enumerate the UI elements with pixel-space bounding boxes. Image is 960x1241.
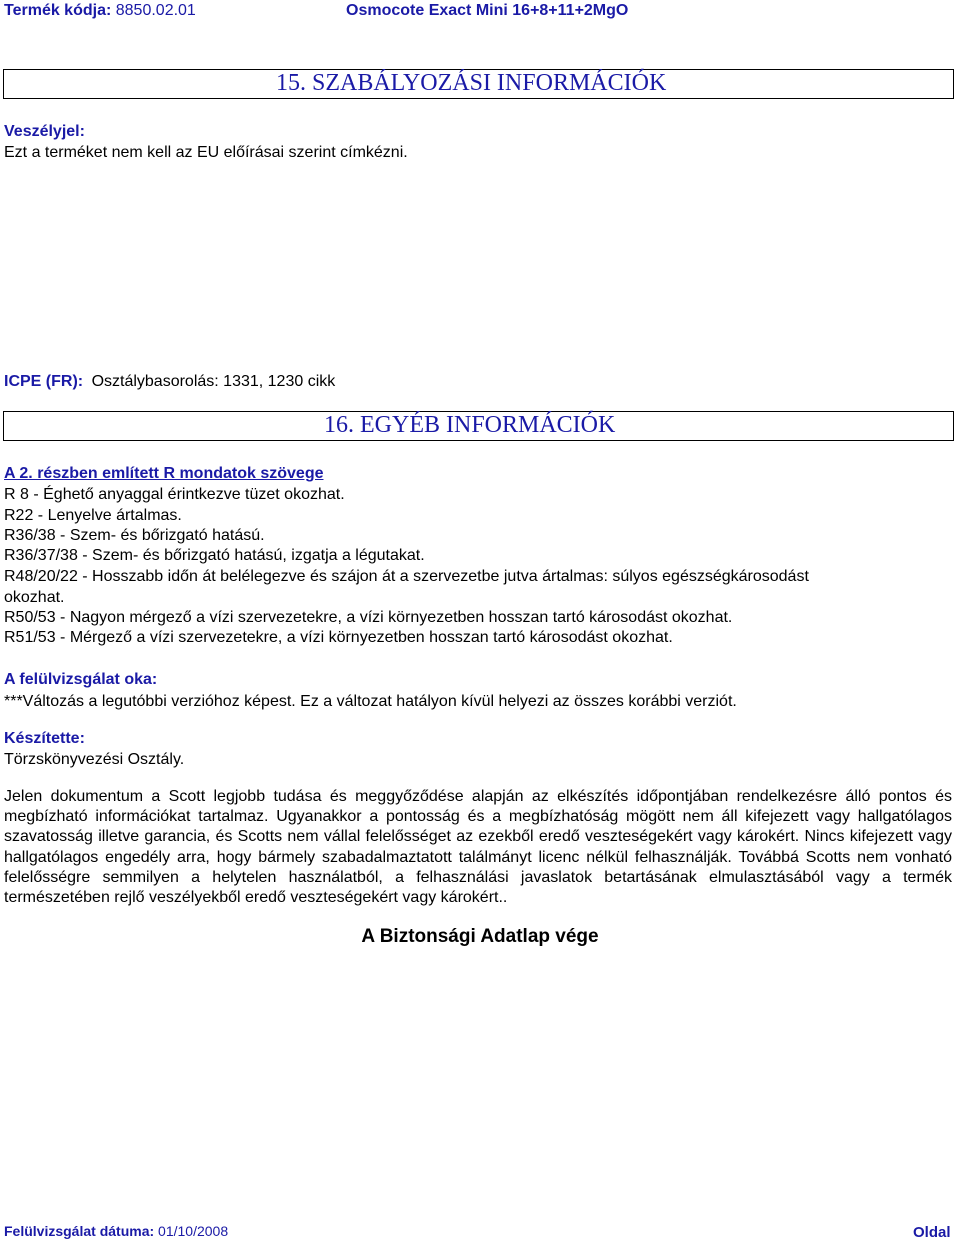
author-label: Készítette: xyxy=(4,730,85,747)
product-code-label: Termék kódja: xyxy=(4,2,112,19)
section-16-title: 16. EGYÉB INFORMÁCIÓK xyxy=(324,412,616,438)
r-phrase: R 8 - Éghető anyaggal érintkezve tüzet okozhat. xyxy=(4,486,345,503)
r-phrase: R51/53 - Mérgező a vízi szervezetekre, a vízi környezetben hosszan tartó károsodást okozhat. xyxy=(4,629,673,646)
product-code xyxy=(4,2,196,20)
page-label: Oldal xyxy=(913,1224,951,1241)
product-code-value: 8850.02.01 xyxy=(115,2,196,19)
r-phrase: R36/38 - Szem- és bőrizgató hatású. xyxy=(4,527,265,544)
disclaimer-paragraph: Jelen dokumentum a Scott legjobb tudása és meggyőződése alapján az elkészítés időpontjában rendelkezésre álló pontos és megbízható információkat tartalmaz. Ugyanakkor a pontosság és a megbízhatóság mögött nem áll kifejezett vagy hallgatólagos szavatosság illetve garancia, és Scotts nem vállal felelősséget az ezekből eredő veszteségekért vagy károkért. Nincs kifejezett vagy hallgatólagos engedély arra, hogy bármely szabadalmaztatott találmányt licenc nélkül felhasználják. Továbbá Scotts nem vonható felelősségre semmilyen a helytelen használatból, a felhasználási javaslatok betartásának elmulasztásából vagy a termék természetében rejlő veszélyekből eredő veszteségekért vagy károkért.. xyxy=(4,788,952,907)
r-phrase: R48/20/22 - Hosszabb időn át belélegezve és szájon át a szervezetbe jutva ártalmas: súlyos egészségkárosodást xyxy=(4,568,809,585)
revision-reason-text: ***Változás a legutóbbi verzióhoz képest. Ez a változat hatályon kívül helyezi az összes korábbi verziót. xyxy=(4,693,737,710)
hazard-text: Ezt a terméket nem kell az EU előírásai szerint címkézni. xyxy=(4,144,408,161)
product-name: Osmocote Exact Mini 16+8+11+2MgO xyxy=(346,2,629,19)
section-15-title: 15. SZABÁLYOZÁSI INFORMÁCIÓK xyxy=(276,70,667,96)
icpe-label: ICPE (FR): xyxy=(4,373,84,390)
revision-reason-label: A felülvizsgálat oka: xyxy=(4,671,158,688)
r-phrase: okozhat. xyxy=(4,589,65,606)
revision-date-value: 01/10/2008 xyxy=(158,1223,229,1239)
icpe-text: Osztálybasorolás: 1331, 1230 cikk xyxy=(91,373,336,390)
revision-date-label: Felülvizsgálat dátuma: xyxy=(4,1223,155,1239)
hazard-label: Veszélyjel: xyxy=(4,123,85,140)
section-16-header xyxy=(3,411,954,441)
r-phrase: R36/37/38 - Szem- és bőrizgató hatású, izgatja a légutakat. xyxy=(4,547,425,564)
r-phrase: R22 - Lenyelve ártalmas. xyxy=(4,507,182,524)
r-phrases-heading: A 2. részben említett R mondatok szövege xyxy=(4,465,324,482)
document-end-text: A Biztonsági Adatlap vége xyxy=(361,926,599,947)
icpe-row xyxy=(4,373,335,391)
author-text: Törzskönyvezési Osztály. xyxy=(4,751,185,768)
r-phrase: R50/53 - Nagyon mérgező a vízi szervezetekre, a vízi környezetben hosszan tartó károsodást okozhat. xyxy=(4,609,733,626)
revision-date xyxy=(4,1223,228,1239)
section-15-header xyxy=(3,69,954,99)
